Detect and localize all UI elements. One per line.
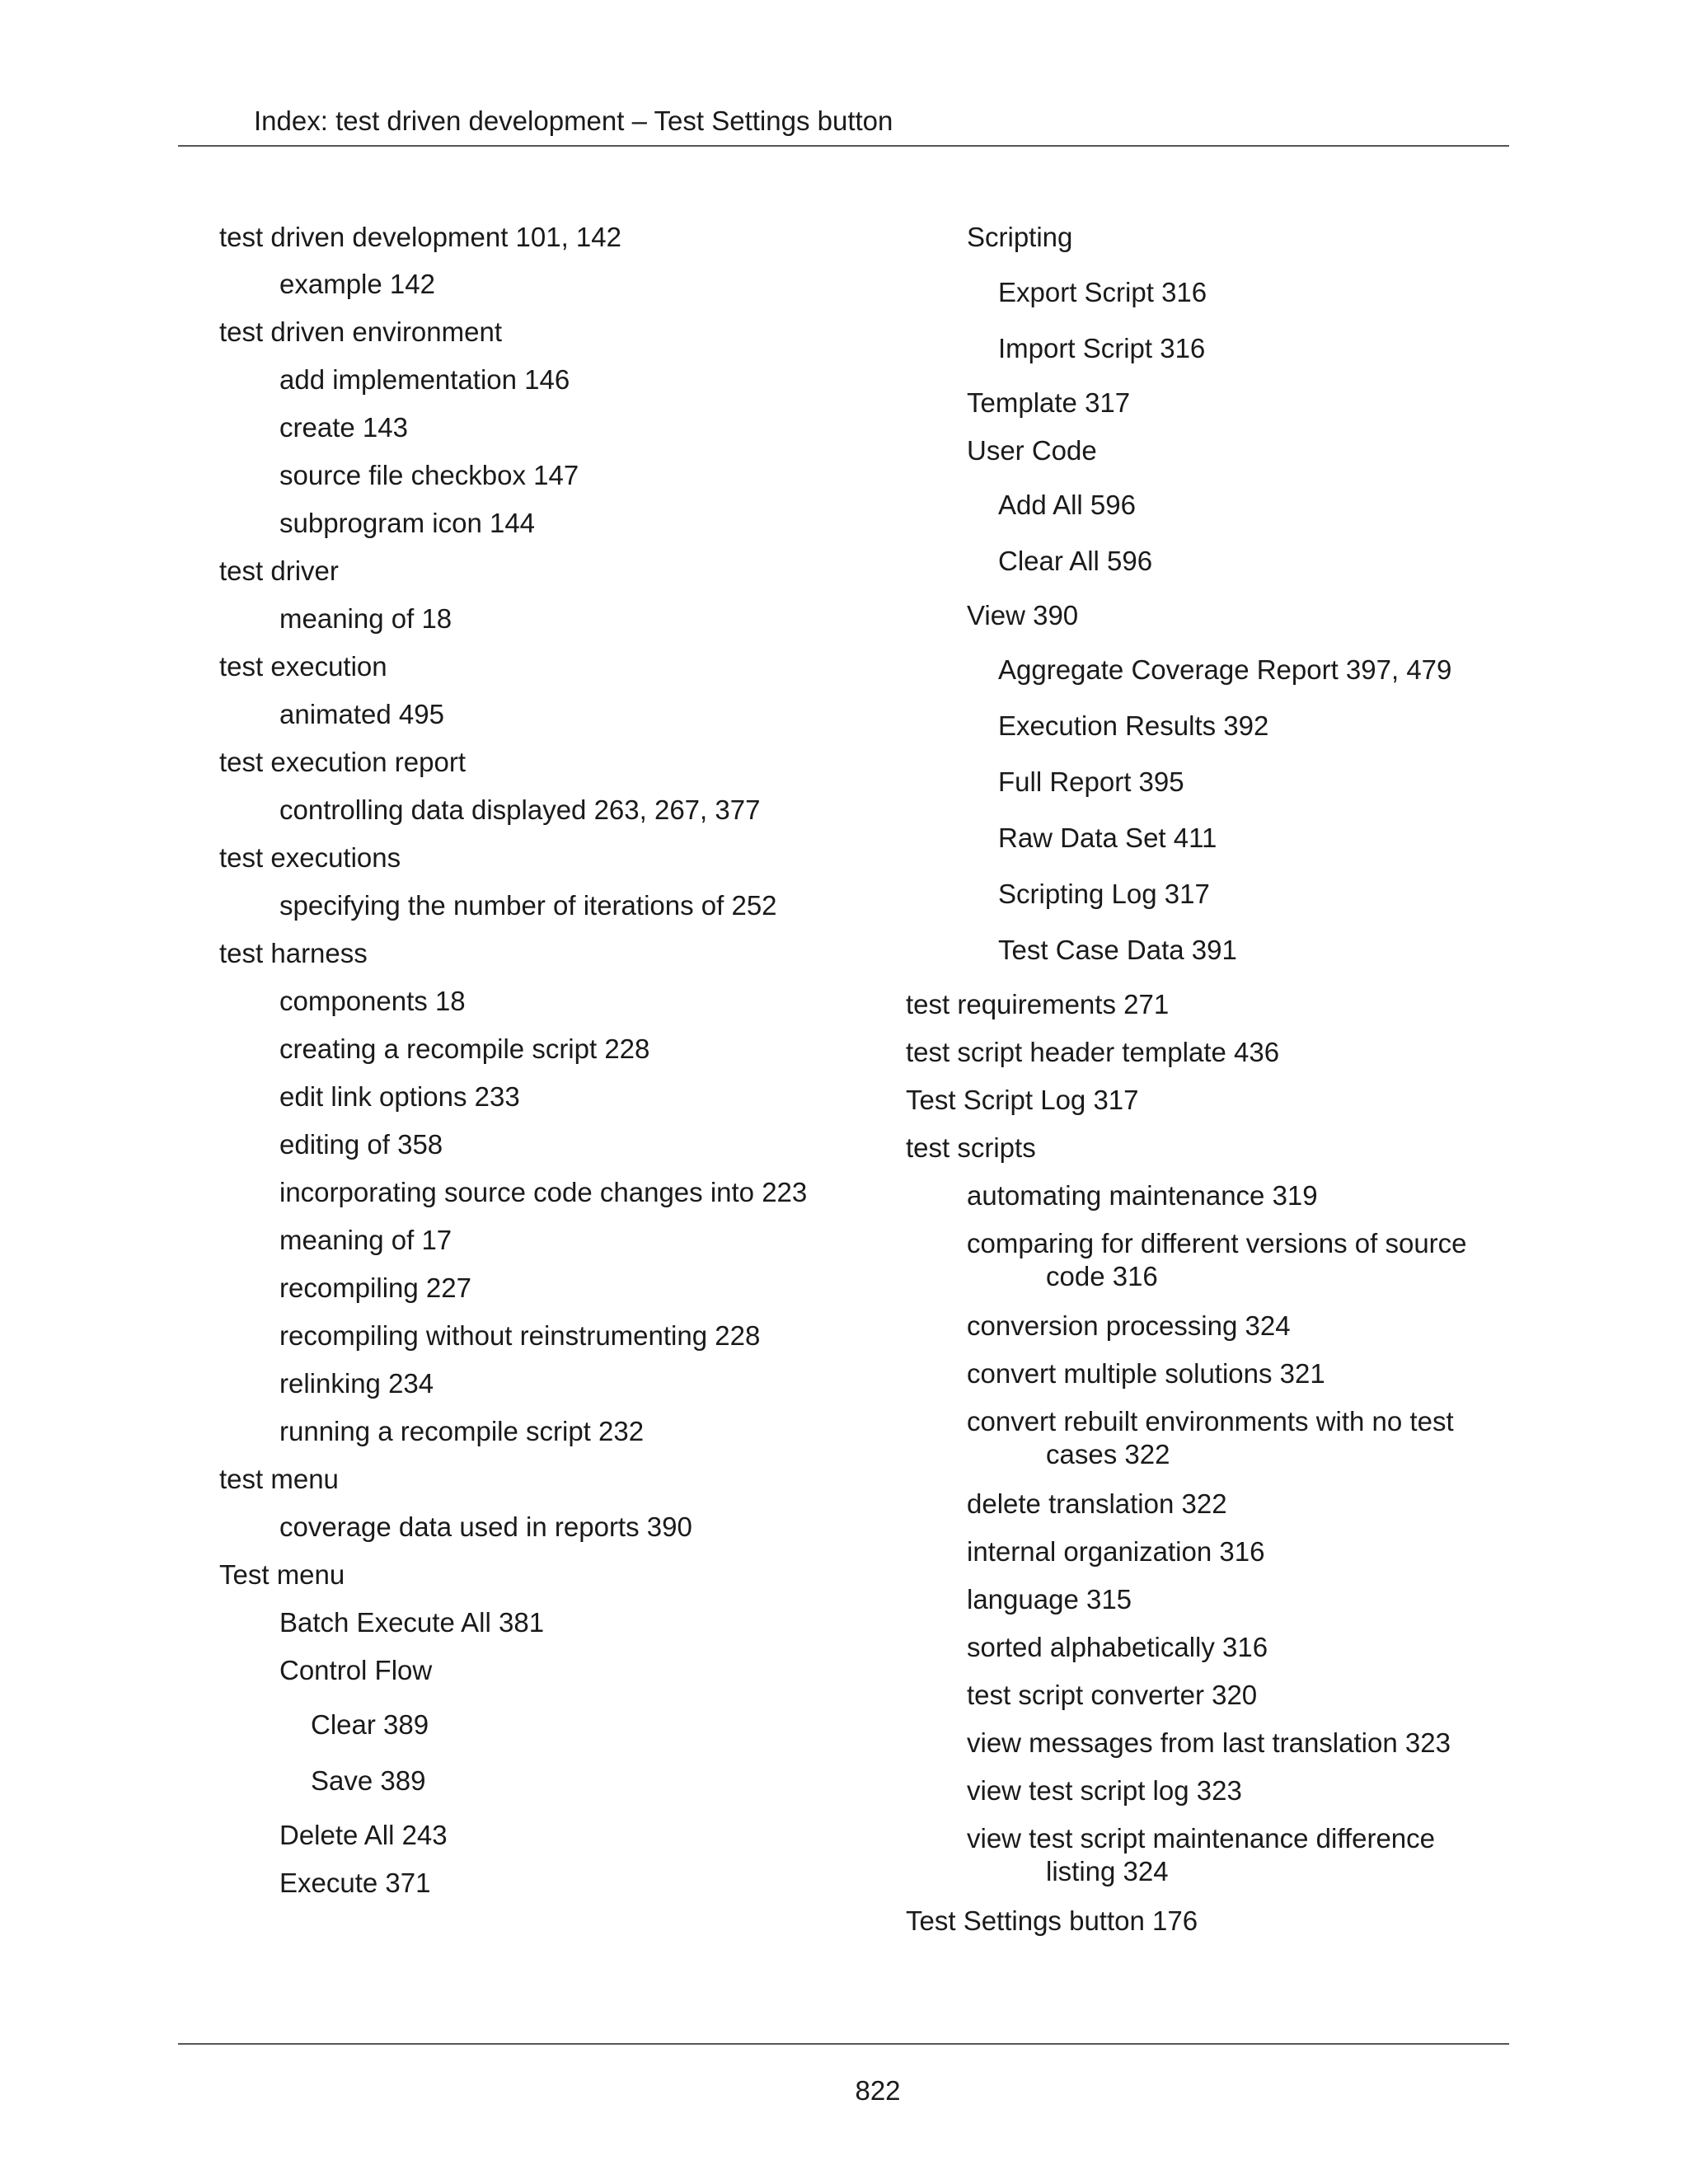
index-entry: test requirements 271 <box>906 989 1170 1019</box>
index-subentry: view messages from last translation 323 <box>967 1727 1451 1758</box>
index-subentry: internal organization 316 <box>967 1536 1265 1567</box>
header-rule <box>178 145 1509 147</box>
index-subentry: delete translation 322 <box>967 1488 1227 1519</box>
index-entry: test driver <box>219 555 339 586</box>
index-subsubentry: Save 389 <box>311 1765 426 1796</box>
index-entry: test scripts <box>906 1132 1036 1163</box>
index-entry: test execution <box>219 651 387 682</box>
index-subentry: View 390 <box>967 600 1079 630</box>
index-subentry-text: view test script maintenance difference <box>967 1823 1436 1854</box>
index-subentry: test script converter 320 <box>967 1680 1258 1710</box>
index-subentry: meaning of 18 <box>279 603 452 634</box>
index-subsubentry: Import Script 316 <box>998 333 1206 363</box>
index-entry: Test Settings button 176 <box>906 1905 1198 1936</box>
index-subentry-continuation: listing 324 <box>1046 1856 1169 1886</box>
index-subentry: incorporating source code changes into 223 <box>279 1177 808 1207</box>
index-subentry: add implementation 146 <box>279 364 570 395</box>
index-subentry: example 142 <box>279 269 435 299</box>
index-subentry: specifying the number of iterations of 252 <box>279 890 777 921</box>
page-number: 822 <box>855 2075 901 2106</box>
index-subsubentry: Test Case Data 391 <box>998 935 1237 965</box>
index-entry: test harness <box>219 938 368 968</box>
index-subentry: conversion processing 324 <box>967 1310 1291 1341</box>
index-subentry-text: comparing for different versions of source <box>967 1228 1467 1258</box>
index-subentry: Delete All 243 <box>279 1820 448 1850</box>
index-subentry: recompiling 227 <box>279 1272 471 1303</box>
index-subentry: source file checkbox 147 <box>279 460 579 490</box>
index-subentry-wrapped <box>967 1227 1467 1293</box>
index-subsubentry: Execution Results 392 <box>998 710 1269 741</box>
index-subentry: automating maintenance 319 <box>967 1180 1318 1211</box>
index-subentry: Batch Execute All 381 <box>279 1607 545 1638</box>
index-entry: test execution report <box>219 747 466 777</box>
running-header: Index: test driven development – Test Settings button <box>254 105 893 136</box>
index-subentry: edit link options 233 <box>279 1081 520 1112</box>
index-subentry: meaning of 17 <box>279 1225 452 1255</box>
index-subentry-wrapped <box>967 1405 1454 1471</box>
index-subentry: Scripting <box>967 222 1073 252</box>
index-subentry: relinking 234 <box>279 1368 434 1399</box>
index-subsubentry: Scripting Log 317 <box>998 879 1210 909</box>
index-subentry: view test script log 323 <box>967 1775 1242 1806</box>
index-subentry: coverage data used in reports 390 <box>279 1511 692 1542</box>
index-subentry: sorted alphabetically 316 <box>967 1632 1268 1662</box>
index-entry: Test menu <box>219 1559 345 1590</box>
index-subsubentry: Aggregate Coverage Report 397, 479 <box>998 654 1452 685</box>
index-subentry: subprogram icon 144 <box>279 508 536 538</box>
index-subsubentry: Export Script 316 <box>998 277 1207 307</box>
index-subentry: animated 495 <box>279 699 444 729</box>
index-subentry: convert multiple solutions 321 <box>967 1358 1325 1389</box>
index-entry: Test Script Log 317 <box>906 1085 1139 1115</box>
index-subentry: Execute 371 <box>279 1868 431 1898</box>
index-subsubentry: Clear All 596 <box>998 546 1153 576</box>
index-entry: test executions <box>219 842 401 873</box>
index-subentry: creating a recompile script 228 <box>279 1033 650 1064</box>
index-entry: test menu <box>219 1464 339 1494</box>
index-subsubentry: Full Report 395 <box>998 766 1184 797</box>
index-subentry-continuation: cases 322 <box>1046 1439 1170 1469</box>
index-entry: test script header template 436 <box>906 1037 1280 1067</box>
index-subentry: Control Flow <box>279 1655 433 1685</box>
index-entry: test driven environment <box>219 316 503 347</box>
index-subsubentry: Clear 389 <box>311 1709 429 1740</box>
index-subentry: controlling data displayed 263, 267, 377 <box>279 794 761 825</box>
index-subentry: running a recompile script 232 <box>279 1416 645 1446</box>
index-subsubentry: Raw Data Set 411 <box>998 823 1217 853</box>
index-entry: test driven development 101, 142 <box>219 222 621 252</box>
index-subentry-continuation: code 316 <box>1046 1261 1158 1291</box>
index-subentry-wrapped <box>967 1822 1435 1888</box>
index-subentry-text: convert rebuilt environments with no test <box>967 1406 1454 1436</box>
index-subentry: recompiling without reinstrumenting 228 <box>279 1320 761 1351</box>
index-subentry: language 315 <box>967 1584 1132 1615</box>
index-subsubentry: Add All 596 <box>998 490 1136 520</box>
index-subentry: components 18 <box>279 986 466 1016</box>
index-subentry: Template 317 <box>967 387 1131 418</box>
index-subentry: editing of 358 <box>279 1129 443 1160</box>
index-subentry: create 143 <box>279 412 408 443</box>
index-subentry: User Code <box>967 435 1097 466</box>
footer-rule <box>178 2043 1509 2045</box>
